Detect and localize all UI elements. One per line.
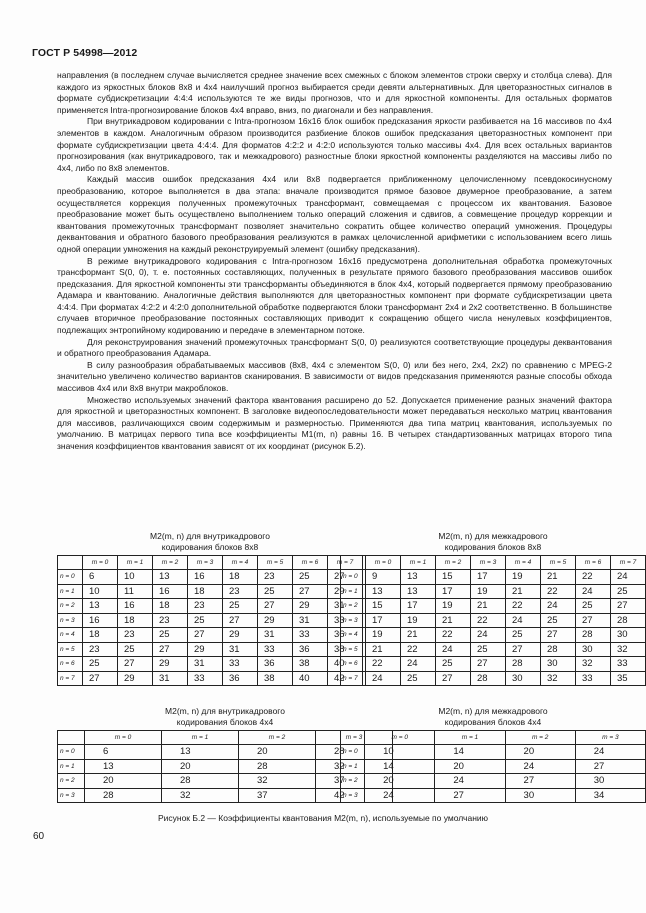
column-header: m = 6 — [293, 556, 328, 570]
table-cell: 13 — [83, 599, 118, 614]
table-cell: 28 — [239, 759, 316, 774]
row-header: n = 2 — [58, 599, 83, 614]
table-cell: 16 — [188, 570, 223, 585]
table-cell: 28 — [162, 774, 239, 789]
table-cell: 37 — [239, 788, 316, 803]
table-cell: 23 — [153, 613, 188, 628]
table-header-row — [341, 731, 646, 745]
table-cell: 10 — [118, 570, 153, 585]
table-cell: 22 — [541, 584, 576, 599]
column-header: m = 2 — [239, 731, 316, 745]
table-cell: 42 — [328, 671, 363, 686]
column-header: m = 7 — [611, 556, 646, 570]
table-cell: 22 — [436, 628, 471, 643]
table-cell: 32 — [239, 774, 316, 789]
table-row — [58, 584, 363, 599]
table-row — [58, 570, 363, 585]
table-cell: 28 — [576, 628, 611, 643]
paragraph: Множество используемых значений фактора квантования расширено до 52. Допускается применение разных значений фактора для яркостной и цветоразностных компонент. В заголовке видеопоследовательности может передаваться несколько матриц квантования для массивов, различающихся своим содержимым и размерностью. Применяются два типа матриц квантования, используемых по умолчанию. В матрицах первого типа все коэффициенты M1(m, n) равны 16. В четырех стандартизованных матрицах второго типа значения коэффициентов квантования зависят от их координат (рисунок Б.2). — [57, 394, 612, 451]
table-row — [341, 613, 646, 628]
table-cell: 29 — [118, 671, 153, 686]
table-cell: 22 — [506, 599, 541, 614]
table-corner-cell — [341, 731, 365, 745]
table-cell: 20 — [365, 774, 435, 789]
table-cell: 32 — [162, 788, 239, 803]
row-header: n = 1 — [58, 584, 83, 599]
table-cell: 30 — [506, 671, 541, 686]
column-header: m = 1 — [435, 731, 505, 745]
table-cell: 6 — [83, 570, 118, 585]
row-header: n = 7 — [58, 671, 83, 686]
table-cell: 28 — [316, 745, 393, 760]
row-header: n = 4 — [341, 628, 366, 643]
paragraph: В силу разнообразия обрабатываемых массивов (8x8, 4x4 с элементом S(0, 0) или без него, 2x4, 2x2) по сравнению с MPEG-2 значительно увеличено количество вариантов сканирования. В зависимости от видов предсказания применяются разные способы обхода массивов 4x4 или 8x8 внутри макроблоков. — [57, 359, 612, 394]
table-caption-line2: кодирования блоков 8x8 — [161, 541, 259, 552]
table-cell: 27 — [188, 628, 223, 643]
table-cell: 29 — [153, 657, 188, 672]
table-cell: 22 — [471, 613, 506, 628]
table-cell: 14 — [365, 759, 435, 774]
column-header: m = 0 — [366, 556, 401, 570]
table-cell: 17 — [436, 584, 471, 599]
table-cell: 31 — [328, 599, 363, 614]
column-header: m = 0 — [83, 556, 118, 570]
row-header: n = 4 — [58, 628, 83, 643]
table-row — [341, 584, 646, 599]
table-cell: 27 — [83, 671, 118, 686]
table-cell: 27 — [506, 642, 541, 657]
table-cell: 16 — [153, 584, 188, 599]
table-cell: 33 — [611, 657, 646, 672]
table-cell: 27 — [223, 613, 258, 628]
page-number: 60 — [33, 831, 45, 842]
table-cell: 33 — [576, 671, 611, 686]
table-cell: 40 — [328, 657, 363, 672]
table-cell: 25 — [541, 613, 576, 628]
table-cell: 27 — [576, 613, 611, 628]
row-header: n = 6 — [58, 657, 83, 672]
column-header: m = 2 — [436, 556, 471, 570]
column-header: m = 0 — [85, 731, 162, 745]
table-cell: 19 — [436, 599, 471, 614]
row-header: n = 0 — [58, 745, 85, 760]
table-cell: 37 — [316, 774, 393, 789]
table-cell: 17 — [471, 570, 506, 585]
row-header: n = 5 — [341, 642, 366, 657]
table-cell: 25 — [118, 642, 153, 657]
column-header: m = 1 — [162, 731, 239, 745]
table-cell: 24 — [471, 628, 506, 643]
table-cell: 13 — [401, 570, 436, 585]
paragraph: направления (в последнем случае вычисляется среднее значение всех смежных с блоком элементов строки сверху и столбца слева). Для каждого из яркостных блоков 8x8 и 4x4 наилучший прогноз выбирается среди девяти альтернативных. Для цветоразностных сигналов в формате субдискретизации 4:4:4 используются те же виды прогнозов, что и для яркостной компоненты. Для остальных форматов применяется Intra-прогнозирование блоков 4x4 вправо, вниз, по диагонали и без направления. — [57, 70, 612, 115]
table-cell: 25 — [471, 642, 506, 657]
table-header-row — [58, 556, 363, 570]
row-header: n = 0 — [58, 570, 83, 585]
table-cell: 22 — [366, 657, 401, 672]
table-row — [58, 599, 363, 614]
table-corner-cell — [341, 556, 366, 570]
table-cell: 25 — [576, 599, 611, 614]
table-cell: 24 — [435, 774, 505, 789]
table-cell: 36 — [293, 642, 328, 657]
table-cell: 29 — [293, 599, 328, 614]
column-header: m = 6 — [576, 556, 611, 570]
table-caption-line2: кодирования блоков 4x4 — [176, 716, 274, 727]
table-cell: 27 — [328, 570, 363, 585]
table-cell: 33 — [258, 642, 293, 657]
column-header: m = 4 — [506, 556, 541, 570]
table-cell: 33 — [223, 657, 258, 672]
table-cell: 18 — [153, 599, 188, 614]
table-caption — [57, 531, 363, 552]
quant-table-inter-8x8 — [340, 555, 646, 686]
body-text — [57, 70, 612, 453]
table-cell: 19 — [366, 628, 401, 643]
table-cell: 17 — [366, 613, 401, 628]
table-cell: 29 — [328, 584, 363, 599]
table-cell: 30 — [576, 642, 611, 657]
table-cell: 42 — [316, 788, 393, 803]
table-cell: 34 — [575, 788, 645, 803]
table-row — [341, 759, 646, 774]
row-header: n = 2 — [341, 599, 366, 614]
table-cell: 30 — [505, 788, 575, 803]
table-cell: 16 — [83, 613, 118, 628]
table-cell: 17 — [401, 599, 436, 614]
table-cell: 18 — [118, 613, 153, 628]
table-cell: 13 — [366, 584, 401, 599]
column-header: m = 3 — [575, 731, 645, 745]
table-cell: 30 — [541, 657, 576, 672]
row-header: n = 1 — [341, 759, 365, 774]
table-cell: 19 — [401, 613, 436, 628]
table-cell: 24 — [541, 599, 576, 614]
table-cell: 36 — [328, 628, 363, 643]
row-header: n = 1 — [58, 759, 85, 774]
row-header: n = 3 — [341, 788, 365, 803]
table-cell: 24 — [436, 642, 471, 657]
table-cell: 19 — [471, 584, 506, 599]
table-cell: 30 — [611, 628, 646, 643]
table-cell: 33 — [293, 628, 328, 643]
inter8-table-block — [340, 531, 646, 686]
quant-table-inter-4x4 — [340, 730, 646, 803]
paragraph: Для реконструирования значений промежуточных трансформант S(0, 0) реализуются соответствующие процедуры деквантования и обратного преобразования Адамара. — [57, 336, 612, 359]
table-row — [58, 642, 363, 657]
column-header: m = 7 — [328, 556, 363, 570]
table-cell: 22 — [401, 642, 436, 657]
table-cell: 32 — [541, 671, 576, 686]
table-cell: 27 — [118, 657, 153, 672]
table-row — [341, 788, 646, 803]
row-header: n = 3 — [58, 613, 83, 628]
table-row — [341, 628, 646, 643]
table-cell: 25 — [506, 628, 541, 643]
column-header: m = 1 — [118, 556, 153, 570]
table-header-row — [341, 556, 646, 570]
row-header: n = 1 — [341, 584, 366, 599]
table-cell: 21 — [436, 613, 471, 628]
table-cell: 30 — [575, 774, 645, 789]
paragraph: В режиме внутрикадрового кодирования с Intra-прогнозом 16x16 предусмотрена дополнительная обработка промежуточных трансформант S(0, 0), т. е. постоянных составляющих, полученных в результате прямого базового преобразования массивов ошибок предсказания. Для яркостной компоненты эти трансформанты объединяются в блок 4x4, который подвергается прямому преобразованию Адамара и квантованию. Аналогичные действия выполняются для цветоразностных компонент при формате субдискретизации цвета 4:4:4. При форматах 4:2:2 и 4:2:0 дополнительной обработке подвергаются блоки трансформант 2x4 и 2x2 соответственно. В большинстве случаев вторичное преобразование постоянных составляющих приводит к сокращению общего числа ненулевых коэффициентов, подлежащих энтропийному кодированию и передаче в элементарном потоке. — [57, 255, 612, 336]
table-cell: 38 — [328, 642, 363, 657]
table-cell: 21 — [541, 570, 576, 585]
table-cell: 24 — [575, 745, 645, 760]
table-cell: 25 — [223, 599, 258, 614]
table-cell: 23 — [118, 628, 153, 643]
table-cell: 29 — [223, 628, 258, 643]
table-caption-line1: M2(m, n) для внутрикадрового — [150, 531, 270, 541]
column-header: m = 5 — [258, 556, 293, 570]
table-row — [58, 628, 363, 643]
table-cell: 31 — [223, 642, 258, 657]
table-cell: 23 — [83, 642, 118, 657]
table-caption — [340, 531, 646, 552]
figure-caption: Рисунок Б.2 — Коэффициенты квантования M2(m, n), используемые по умолчанию — [157, 813, 489, 823]
table-cell: 27 — [293, 584, 328, 599]
row-header: n = 5 — [58, 642, 83, 657]
table-corner-cell — [58, 731, 85, 745]
table-cell: 10 — [83, 584, 118, 599]
table-cell: 27 — [258, 599, 293, 614]
row-header: n = 3 — [341, 613, 366, 628]
table-cell: 31 — [153, 671, 188, 686]
row-header: n = 7 — [341, 671, 366, 686]
table-cell: 20 — [505, 745, 575, 760]
table-cell: 21 — [366, 642, 401, 657]
table-cell: 33 — [188, 671, 223, 686]
table-cell: 21 — [506, 584, 541, 599]
table-caption — [340, 706, 646, 727]
table-cell: 10 — [365, 745, 435, 760]
table-cell: 33 — [328, 613, 363, 628]
table-corner-cell — [58, 556, 83, 570]
table-cell: 23 — [258, 570, 293, 585]
table-cell: 29 — [188, 642, 223, 657]
table-row — [58, 657, 363, 672]
row-header: n = 2 — [341, 774, 365, 789]
column-header: m = 3 — [471, 556, 506, 570]
table-cell: 38 — [258, 671, 293, 686]
table-cell: 25 — [83, 657, 118, 672]
column-header: m = 0 — [365, 731, 435, 745]
table-cell: 20 — [435, 759, 505, 774]
table-cell: 32 — [576, 657, 611, 672]
table-cell: 9 — [366, 570, 401, 585]
table-row — [341, 671, 646, 686]
inter4-table-block — [340, 706, 646, 803]
table-cell: 32 — [611, 642, 646, 657]
column-header: m = 4 — [223, 556, 258, 570]
table-cell: 31 — [258, 628, 293, 643]
table-cell: 27 — [541, 628, 576, 643]
table-cell: 28 — [471, 671, 506, 686]
table-cell: 27 — [471, 657, 506, 672]
column-header: m = 3 — [316, 731, 393, 745]
table-cell: 18 — [223, 570, 258, 585]
table-caption-line1: M2(m, n) для внутрикадрового — [165, 706, 285, 716]
table-cell: 24 — [401, 657, 436, 672]
table-cell: 28 — [541, 642, 576, 657]
quant-table-intra-8x8 — [57, 555, 363, 686]
table-cell: 13 — [401, 584, 436, 599]
table-cell: 20 — [162, 759, 239, 774]
table-cell: 19 — [506, 570, 541, 585]
paragraph: При внутрикадровом кодировании с Intra-прогнозом 16x16 блок ошибок предсказания яркости разбивается на 16 массивов по 4x4 элементов в каждом. Аналогичным образом производится разбиение блоков ошибок предсказания цветоразностных компонент при формате субдискретизации цвета 4:4:4. Для форматов 4:2:2 и 4:2:0 используются только массивы 4x4. Для всех остальных вариантов прогнозирования (как внутрикадрового, так и межкадрового) разностные блоки яркостной компоненты разделяются на массивы либо по 4x4, либо по 8x8 элементов. — [57, 116, 612, 173]
table-cell: 24 — [576, 584, 611, 599]
intra8-table-block — [57, 531, 363, 686]
table-cell: 13 — [153, 570, 188, 585]
table-cell: 27 — [436, 671, 471, 686]
table-cell: 31 — [188, 657, 223, 672]
table-cell: 36 — [223, 671, 258, 686]
table-cell: 6 — [85, 745, 162, 760]
table-cell: 13 — [162, 745, 239, 760]
table-cell: 27 — [435, 788, 505, 803]
row-header: n = 2 — [58, 774, 85, 789]
table-cell: 21 — [401, 628, 436, 643]
paragraph: Каждый массив ошибок предсказания 4x4 или 8x8 подвергается приближенному целочисленному псевдокосинусному преобразованию, которое выполняется в два этапа: вначале производится прямое базовое двумерное преобразование, а затем осуществляется коррекция полученных промежуточных трансформант, совмещаемая с процессом их квантования. Базовое преобразование может быть осуществлено выполнением только операций сложения и сдвигов, а совмещение процедур коррекции и квантования промежуточных трансформант позволяет значительно сократить общее количество операций умножения. Процедуры деквантования и обратного базового преобразования реализуются в рамках целочисленной арифметики с использованием всего лишь одной операции умножения на каждый реконструируемый элемент (ошибку предсказания). — [57, 174, 612, 254]
table-cell: 35 — [611, 671, 646, 686]
table-cell: 36 — [258, 657, 293, 672]
table-cell: 31 — [293, 613, 328, 628]
table-cell: 11 — [118, 584, 153, 599]
table-row — [58, 671, 363, 686]
table-row — [341, 570, 646, 585]
table-cell: 27 — [611, 599, 646, 614]
table-row — [341, 599, 646, 614]
table-cell: 25 — [153, 628, 188, 643]
table-cell: 25 — [188, 613, 223, 628]
table-cell: 25 — [436, 657, 471, 672]
column-header: m = 2 — [153, 556, 188, 570]
table-cell: 24 — [506, 613, 541, 628]
column-header: m = 5 — [541, 556, 576, 570]
table-cell: 25 — [293, 570, 328, 585]
table-cell: 25 — [258, 584, 293, 599]
row-header: n = 3 — [58, 788, 85, 803]
table-cell: 15 — [436, 570, 471, 585]
table-cell: 29 — [258, 613, 293, 628]
row-header: n = 6 — [341, 657, 366, 672]
table-cell: 24 — [365, 788, 435, 803]
table-cell: 21 — [471, 599, 506, 614]
column-header: m = 3 — [188, 556, 223, 570]
table-cell: 14 — [435, 745, 505, 760]
table-cell: 28 — [611, 613, 646, 628]
table-row — [341, 642, 646, 657]
table-cell: 24 — [366, 671, 401, 686]
table-cell: 32 — [316, 759, 393, 774]
table-row — [58, 613, 363, 628]
table-caption-line2: кодирования блоков 8x8 — [444, 541, 542, 552]
table-row — [341, 745, 646, 760]
table-row — [341, 657, 646, 672]
table-cell: 24 — [505, 759, 575, 774]
table-caption-line2: кодирования блоков 4x4 — [444, 716, 542, 727]
table-cell: 23 — [188, 599, 223, 614]
table-cell: 28 — [85, 788, 162, 803]
table-cell: 40 — [293, 671, 328, 686]
table-cell: 22 — [576, 570, 611, 585]
table-cell: 16 — [118, 599, 153, 614]
column-header: m = 1 — [401, 556, 436, 570]
column-header: m = 2 — [505, 731, 575, 745]
table-cell: 38 — [293, 657, 328, 672]
table-cell: 28 — [506, 657, 541, 672]
table-cell: 23 — [223, 584, 258, 599]
table-caption-line1: M2(m, n) для межкадрового — [438, 706, 548, 716]
table-cell: 15 — [366, 599, 401, 614]
table-cell: 20 — [85, 774, 162, 789]
table-cell: 25 — [401, 671, 436, 686]
table-cell: 24 — [611, 570, 646, 585]
row-header: n = 0 — [341, 570, 366, 585]
table-cell: 18 — [188, 584, 223, 599]
table-caption-line1: M2(m, n) для межкадрового — [438, 531, 548, 541]
table-cell: 27 — [153, 642, 188, 657]
table-cell: 20 — [239, 745, 316, 760]
document-header: ГОСТ Р 54998—2012 — [32, 47, 138, 59]
table-cell: 27 — [575, 759, 645, 774]
table-row — [341, 774, 646, 789]
table-cell: 27 — [505, 774, 575, 789]
table-cell: 18 — [83, 628, 118, 643]
table-cell: 25 — [611, 584, 646, 599]
row-header: n = 0 — [341, 745, 365, 760]
table-cell: 13 — [85, 759, 162, 774]
